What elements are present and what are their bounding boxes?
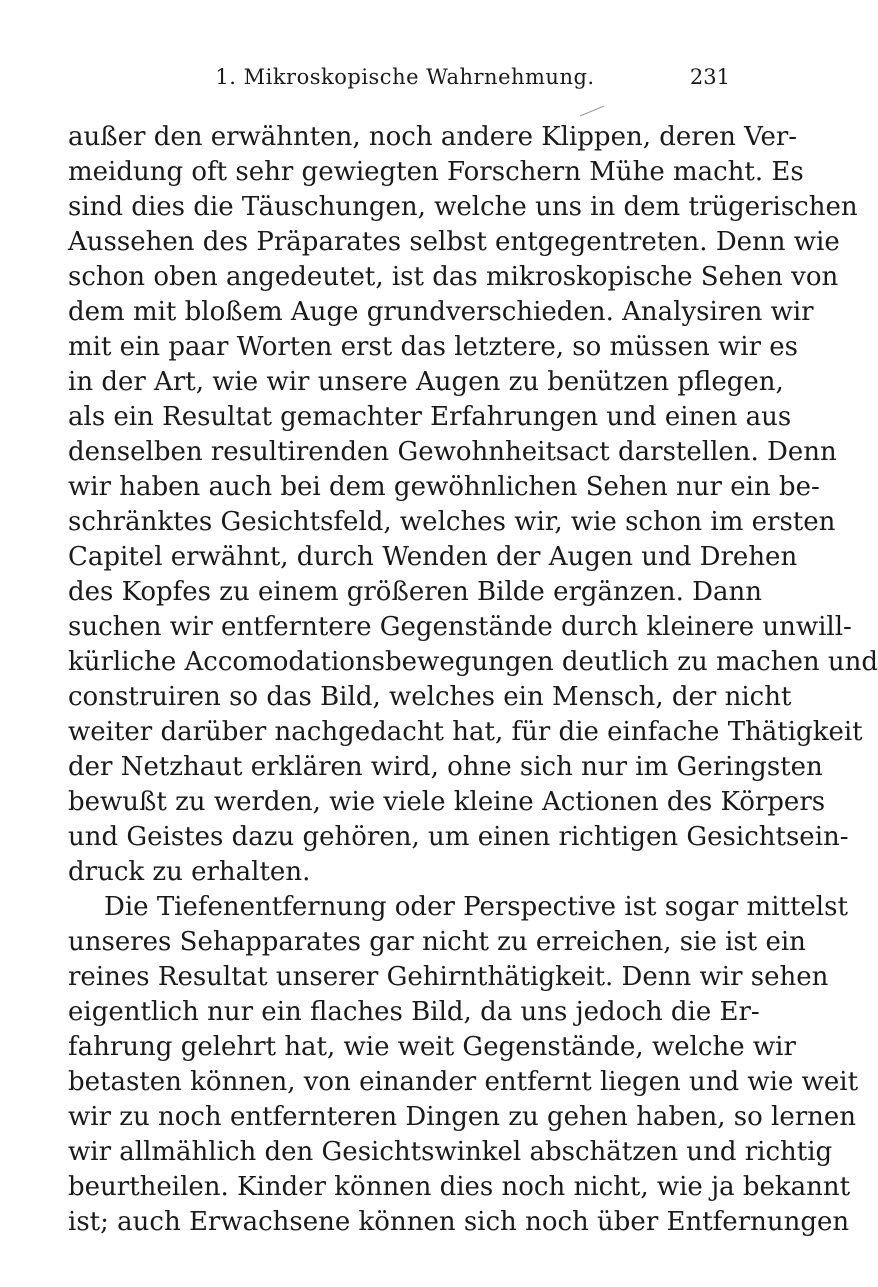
text-line: reines Resultat unserer Gehirnthätigkeit. Denn wir sehen [68, 962, 829, 992]
text-line: eigentlich nur ein flaches Bild, da uns jedoch die Er- [68, 997, 760, 1027]
text-line: wir zu noch entfernteren Dingen zu gehen haben, so lernen [68, 1102, 857, 1132]
text-line: beurtheilen. Kinder können dies noch nicht, wie ja bekannt [68, 1172, 851, 1202]
page-number: 231 [689, 65, 730, 89]
text-line: in der Art, wie wir unsere Augen zu benützen pflegen, [68, 367, 784, 397]
text-line: druck zu erhalten. [68, 857, 311, 887]
paragraph-first-line: Die Tiefenentfernung oder Perspective ist sogar mittelst [104, 892, 848, 922]
text-line: wir allmählich den Gesichtswinkel abschätzen und richtig [68, 1137, 833, 1167]
text-line: mit ein paar Worten erst das letztere, so müssen wir es [68, 332, 799, 362]
text-line: meidung oft sehr gewiegten Forschern Mühe macht. Es [68, 157, 804, 187]
text-line: schränktes Gesichtsfeld, welches wir, wie schon im ersten [68, 507, 836, 537]
text-line: dem mit bloßem Auge grundverschieden. Analysiren wir [68, 297, 814, 327]
text-line: Capitel erwähnt, durch Wenden der Augen und Drehen [68, 542, 798, 572]
text-line: fahrung gelehrt hat, wie weit Gegenstände, welche wir [68, 1032, 796, 1062]
text-line: weiter darüber nachgedacht hat, für die einfache Thätigkeit [68, 717, 863, 747]
text-line: außer den erwähnten, noch andere Klippen, deren Ver- [68, 122, 798, 152]
text-line: schon oben angedeutet, ist das mikroskopische Sehen von [68, 262, 839, 292]
text-line: sind dies die Täuschungen, welche uns in dem trügerischen [68, 192, 858, 222]
text-line: construiren so das Bild, welches ein Mensch, der nicht [68, 682, 792, 712]
running-head: 1. Mikroskopische Wahrnehmung. [215, 65, 595, 89]
text-line: ist; auch Erwachsene können sich noch über Entfernungen [68, 1207, 850, 1237]
text-line: suchen wir entferntere Gegenstände durch kleinere unwill- [68, 612, 852, 642]
text-line: unseres Sehapparates gar nicht zu erreichen, sie ist ein [68, 927, 806, 957]
pencil-mark [578, 104, 608, 118]
text-line: kürliche Accomodationsbewegungen deutlich zu machen und [68, 647, 878, 677]
text-line: bewußt zu werden, wie viele kleine Actionen des Körpers [68, 787, 826, 817]
text-line: der Netzhaut erklären wird, ohne sich nur im Geringsten [68, 752, 823, 782]
text-line: betasten können, von einander entfernt liegen und wie weit [68, 1067, 859, 1097]
text-line: denselben resultirenden Gewohnheitsact darstellen. Denn [68, 437, 837, 467]
text-line: und Geistes dazu gehören, um einen richtigen Gesichtsein- [68, 822, 849, 852]
text-line: als ein Resultat gemachter Erfahrungen und einen aus [68, 402, 792, 432]
text-line: wir haben auch bei dem gewöhnlichen Sehen nur ein be- [68, 472, 820, 502]
text-line: des Kopfes zu einem größeren Bilde ergänzen. Dann [68, 577, 762, 607]
text-line: Aussehen des Präparates selbst entgegentreten. Denn wie [68, 227, 840, 257]
